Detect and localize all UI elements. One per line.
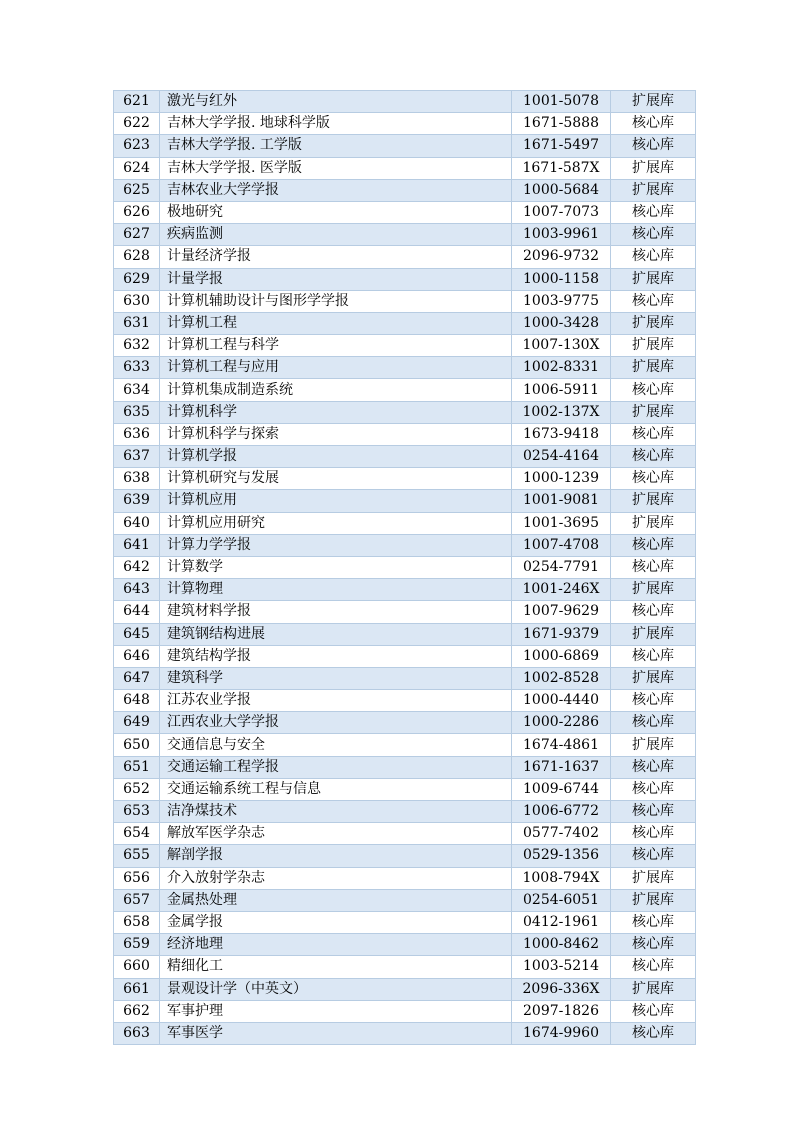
row-number: 657 [114, 889, 160, 911]
journal-name: 经济地理 [160, 934, 512, 956]
issn-number: 1671-1637 [512, 756, 611, 778]
library-category: 核心库 [611, 911, 696, 933]
library-category: 核心库 [611, 224, 696, 246]
journal-name: 计算数学 [160, 556, 512, 578]
issn-number: 0254-7791 [512, 556, 611, 578]
table-row [114, 934, 696, 956]
row-number: 645 [114, 623, 160, 645]
issn-number: 1671-587X [512, 157, 611, 179]
journal-name: 计算机学报 [160, 446, 512, 468]
issn-number: 1007-130X [512, 335, 611, 357]
journal-name: 介入放射学杂志 [160, 867, 512, 889]
journal-list-body [114, 91, 696, 1045]
table-row [114, 91, 696, 113]
journal-name: 疾病监测 [160, 224, 512, 246]
journal-name: 建筑钢结构进展 [160, 623, 512, 645]
library-category: 扩展库 [611, 312, 696, 334]
table-row [114, 113, 696, 135]
issn-number: 1000-6869 [512, 645, 611, 667]
library-category: 核心库 [611, 290, 696, 312]
row-number: 661 [114, 978, 160, 1000]
row-number: 654 [114, 823, 160, 845]
journal-name: 计算机工程与科学 [160, 335, 512, 357]
issn-number: 1673-9418 [512, 423, 611, 445]
journal-name: 吉林大学学报. 工学版 [160, 135, 512, 157]
table-row [114, 690, 696, 712]
issn-number: 1000-4440 [512, 690, 611, 712]
issn-number: 0254-6051 [512, 889, 611, 911]
issn-number: 1008-794X [512, 867, 611, 889]
journal-name: 解剖学报 [160, 845, 512, 867]
row-number: 659 [114, 934, 160, 956]
row-number: 623 [114, 135, 160, 157]
library-category: 扩展库 [611, 667, 696, 689]
journal-name: 计量学报 [160, 268, 512, 290]
row-number: 639 [114, 490, 160, 512]
row-number: 625 [114, 179, 160, 201]
table-row [114, 645, 696, 667]
journal-name: 洁净煤技术 [160, 801, 512, 823]
row-number: 622 [114, 113, 160, 135]
table-row [114, 224, 696, 246]
row-number: 646 [114, 645, 160, 667]
issn-number: 2097-1826 [512, 1000, 611, 1022]
table-row [114, 268, 696, 290]
library-category: 核心库 [611, 801, 696, 823]
library-category: 扩展库 [611, 91, 696, 113]
table-row [114, 312, 696, 334]
table-row [114, 534, 696, 556]
journal-name: 计算机应用 [160, 490, 512, 512]
library-category: 核心库 [611, 379, 696, 401]
journal-name: 计算机科学与探索 [160, 423, 512, 445]
table-row [114, 623, 696, 645]
table-row [114, 601, 696, 623]
table-row [114, 446, 696, 468]
table-row [114, 956, 696, 978]
library-category: 扩展库 [611, 867, 696, 889]
issn-number: 1671-9379 [512, 623, 611, 645]
library-category: 核心库 [611, 956, 696, 978]
library-category: 核心库 [611, 246, 696, 268]
journal-name: 吉林农业大学学报 [160, 179, 512, 201]
table-row [114, 801, 696, 823]
table-row [114, 978, 696, 1000]
journal-name: 交通运输系统工程与信息 [160, 778, 512, 800]
row-number: 655 [114, 845, 160, 867]
row-number: 642 [114, 556, 160, 578]
library-category: 核心库 [611, 1022, 696, 1044]
journal-name: 交通运输工程学报 [160, 756, 512, 778]
row-number: 628 [114, 246, 160, 268]
row-number: 630 [114, 290, 160, 312]
journal-name: 江西农业大学学报 [160, 712, 512, 734]
journal-name: 军事护理 [160, 1000, 512, 1022]
issn-number: 1000-1158 [512, 268, 611, 290]
row-number: 638 [114, 468, 160, 490]
journal-name: 景观设计学（中英文） [160, 978, 512, 1000]
journal-name: 建筑结构学报 [160, 645, 512, 667]
table-row [114, 756, 696, 778]
table-row [114, 401, 696, 423]
table-row [114, 823, 696, 845]
table-row [114, 778, 696, 800]
issn-number: 0412-1961 [512, 911, 611, 933]
table-row [114, 867, 696, 889]
journal-name: 计算物理 [160, 579, 512, 601]
library-category: 核心库 [611, 423, 696, 445]
table-row [114, 734, 696, 756]
library-category: 核心库 [611, 113, 696, 135]
table-row [114, 490, 696, 512]
row-number: 658 [114, 911, 160, 933]
issn-number: 1007-4708 [512, 534, 611, 556]
issn-number: 2096-336X [512, 978, 611, 1000]
issn-number: 0577-7402 [512, 823, 611, 845]
table-row [114, 468, 696, 490]
library-category: 核心库 [611, 556, 696, 578]
library-category: 核心库 [611, 1000, 696, 1022]
table-row [114, 290, 696, 312]
journal-name: 解放军医学杂志 [160, 823, 512, 845]
issn-number: 1671-5497 [512, 135, 611, 157]
row-number: 656 [114, 867, 160, 889]
row-number: 652 [114, 778, 160, 800]
journal-name: 吉林大学学报. 地球科学版 [160, 113, 512, 135]
row-number: 636 [114, 423, 160, 445]
library-category: 核心库 [611, 645, 696, 667]
issn-number: 0529-1356 [512, 845, 611, 867]
journal-name: 极地研究 [160, 201, 512, 223]
library-category: 扩展库 [611, 889, 696, 911]
journal-name: 计算机科学 [160, 401, 512, 423]
library-category: 扩展库 [611, 179, 696, 201]
issn-number: 1009-6744 [512, 778, 611, 800]
library-category: 核心库 [611, 446, 696, 468]
journal-name: 计算机辅助设计与图形学学报 [160, 290, 512, 312]
row-number: 626 [114, 201, 160, 223]
library-category: 扩展库 [611, 512, 696, 534]
row-number: 649 [114, 712, 160, 734]
table-row [114, 201, 696, 223]
table-row [114, 712, 696, 734]
issn-number: 2096-9732 [512, 246, 611, 268]
row-number: 624 [114, 157, 160, 179]
journal-name: 交通信息与安全 [160, 734, 512, 756]
issn-number: 1003-9775 [512, 290, 611, 312]
library-category: 扩展库 [611, 734, 696, 756]
issn-number: 1001-9081 [512, 490, 611, 512]
row-number: 641 [114, 534, 160, 556]
library-category: 扩展库 [611, 490, 696, 512]
library-category: 核心库 [611, 934, 696, 956]
table-row [114, 135, 696, 157]
row-number: 651 [114, 756, 160, 778]
library-category: 核心库 [611, 778, 696, 800]
journal-name: 计算机工程 [160, 312, 512, 334]
row-number: 650 [114, 734, 160, 756]
issn-number: 1674-4861 [512, 734, 611, 756]
library-category: 扩展库 [611, 268, 696, 290]
issn-number: 1002-137X [512, 401, 611, 423]
journal-name: 建筑科学 [160, 667, 512, 689]
row-number: 644 [114, 601, 160, 623]
table-row [114, 911, 696, 933]
library-category: 核心库 [611, 690, 696, 712]
journal-name: 计算机研究与发展 [160, 468, 512, 490]
table-row [114, 423, 696, 445]
issn-number: 1003-5214 [512, 956, 611, 978]
table-row [114, 512, 696, 534]
journal-name: 计算力学学报 [160, 534, 512, 556]
library-category: 核心库 [611, 845, 696, 867]
issn-number: 1001-246X [512, 579, 611, 601]
issn-number: 1006-5911 [512, 379, 611, 401]
issn-number: 1002-8331 [512, 357, 611, 379]
issn-number: 1001-3695 [512, 512, 611, 534]
library-category: 核心库 [611, 468, 696, 490]
journal-name: 江苏农业学报 [160, 690, 512, 712]
row-number: 633 [114, 357, 160, 379]
library-category: 核心库 [611, 201, 696, 223]
table-row [114, 246, 696, 268]
library-category: 扩展库 [611, 335, 696, 357]
library-category: 扩展库 [611, 357, 696, 379]
library-category: 核心库 [611, 601, 696, 623]
issn-number: 1000-3428 [512, 312, 611, 334]
row-number: 662 [114, 1000, 160, 1022]
issn-number: 1000-2286 [512, 712, 611, 734]
issn-number: 1674-9960 [512, 1022, 611, 1044]
row-number: 627 [114, 224, 160, 246]
journal-name: 激光与红外 [160, 91, 512, 113]
table-row [114, 845, 696, 867]
issn-number: 1002-8528 [512, 667, 611, 689]
journal-name: 金属热处理 [160, 889, 512, 911]
row-number: 632 [114, 335, 160, 357]
row-number: 631 [114, 312, 160, 334]
row-number: 663 [114, 1022, 160, 1044]
row-number: 640 [114, 512, 160, 534]
library-category: 扩展库 [611, 978, 696, 1000]
library-category: 核心库 [611, 534, 696, 556]
issn-number: 0254-4164 [512, 446, 611, 468]
issn-number: 1001-5078 [512, 91, 611, 113]
issn-number: 1671-5888 [512, 113, 611, 135]
library-category: 扩展库 [611, 579, 696, 601]
issn-number: 1007-9629 [512, 601, 611, 623]
table-row [114, 667, 696, 689]
journal-name: 计算机应用研究 [160, 512, 512, 534]
library-category: 核心库 [611, 756, 696, 778]
row-number: 621 [114, 91, 160, 113]
table-row [114, 556, 696, 578]
row-number: 660 [114, 956, 160, 978]
row-number: 635 [114, 401, 160, 423]
table-row [114, 889, 696, 911]
issn-number: 1000-5684 [512, 179, 611, 201]
journal-name: 建筑材料学报 [160, 601, 512, 623]
library-category: 核心库 [611, 712, 696, 734]
journal-list-table [113, 90, 696, 1045]
table-row [114, 357, 696, 379]
table-row [114, 157, 696, 179]
table-row [114, 335, 696, 357]
journal-name: 金属学报 [160, 911, 512, 933]
row-number: 634 [114, 379, 160, 401]
journal-name: 计算机集成制造系统 [160, 379, 512, 401]
library-category: 扩展库 [611, 401, 696, 423]
library-category: 扩展库 [611, 157, 696, 179]
journal-name: 精细化工 [160, 956, 512, 978]
table-row [114, 579, 696, 601]
table-row [114, 1022, 696, 1044]
journal-name: 吉林大学学报. 医学版 [160, 157, 512, 179]
journal-name: 计算机工程与应用 [160, 357, 512, 379]
row-number: 637 [114, 446, 160, 468]
row-number: 653 [114, 801, 160, 823]
journal-name: 军事医学 [160, 1022, 512, 1044]
table-row [114, 179, 696, 201]
library-category: 核心库 [611, 135, 696, 157]
row-number: 629 [114, 268, 160, 290]
row-number: 648 [114, 690, 160, 712]
issn-number: 1007-7073 [512, 201, 611, 223]
table-row [114, 1000, 696, 1022]
issn-number: 1003-9961 [512, 224, 611, 246]
row-number: 647 [114, 667, 160, 689]
row-number: 643 [114, 579, 160, 601]
issn-number: 1000-1239 [512, 468, 611, 490]
library-category: 核心库 [611, 823, 696, 845]
journal-name: 计量经济学报 [160, 246, 512, 268]
table-row [114, 379, 696, 401]
issn-number: 1006-6772 [512, 801, 611, 823]
library-category: 扩展库 [611, 623, 696, 645]
issn-number: 1000-8462 [512, 934, 611, 956]
